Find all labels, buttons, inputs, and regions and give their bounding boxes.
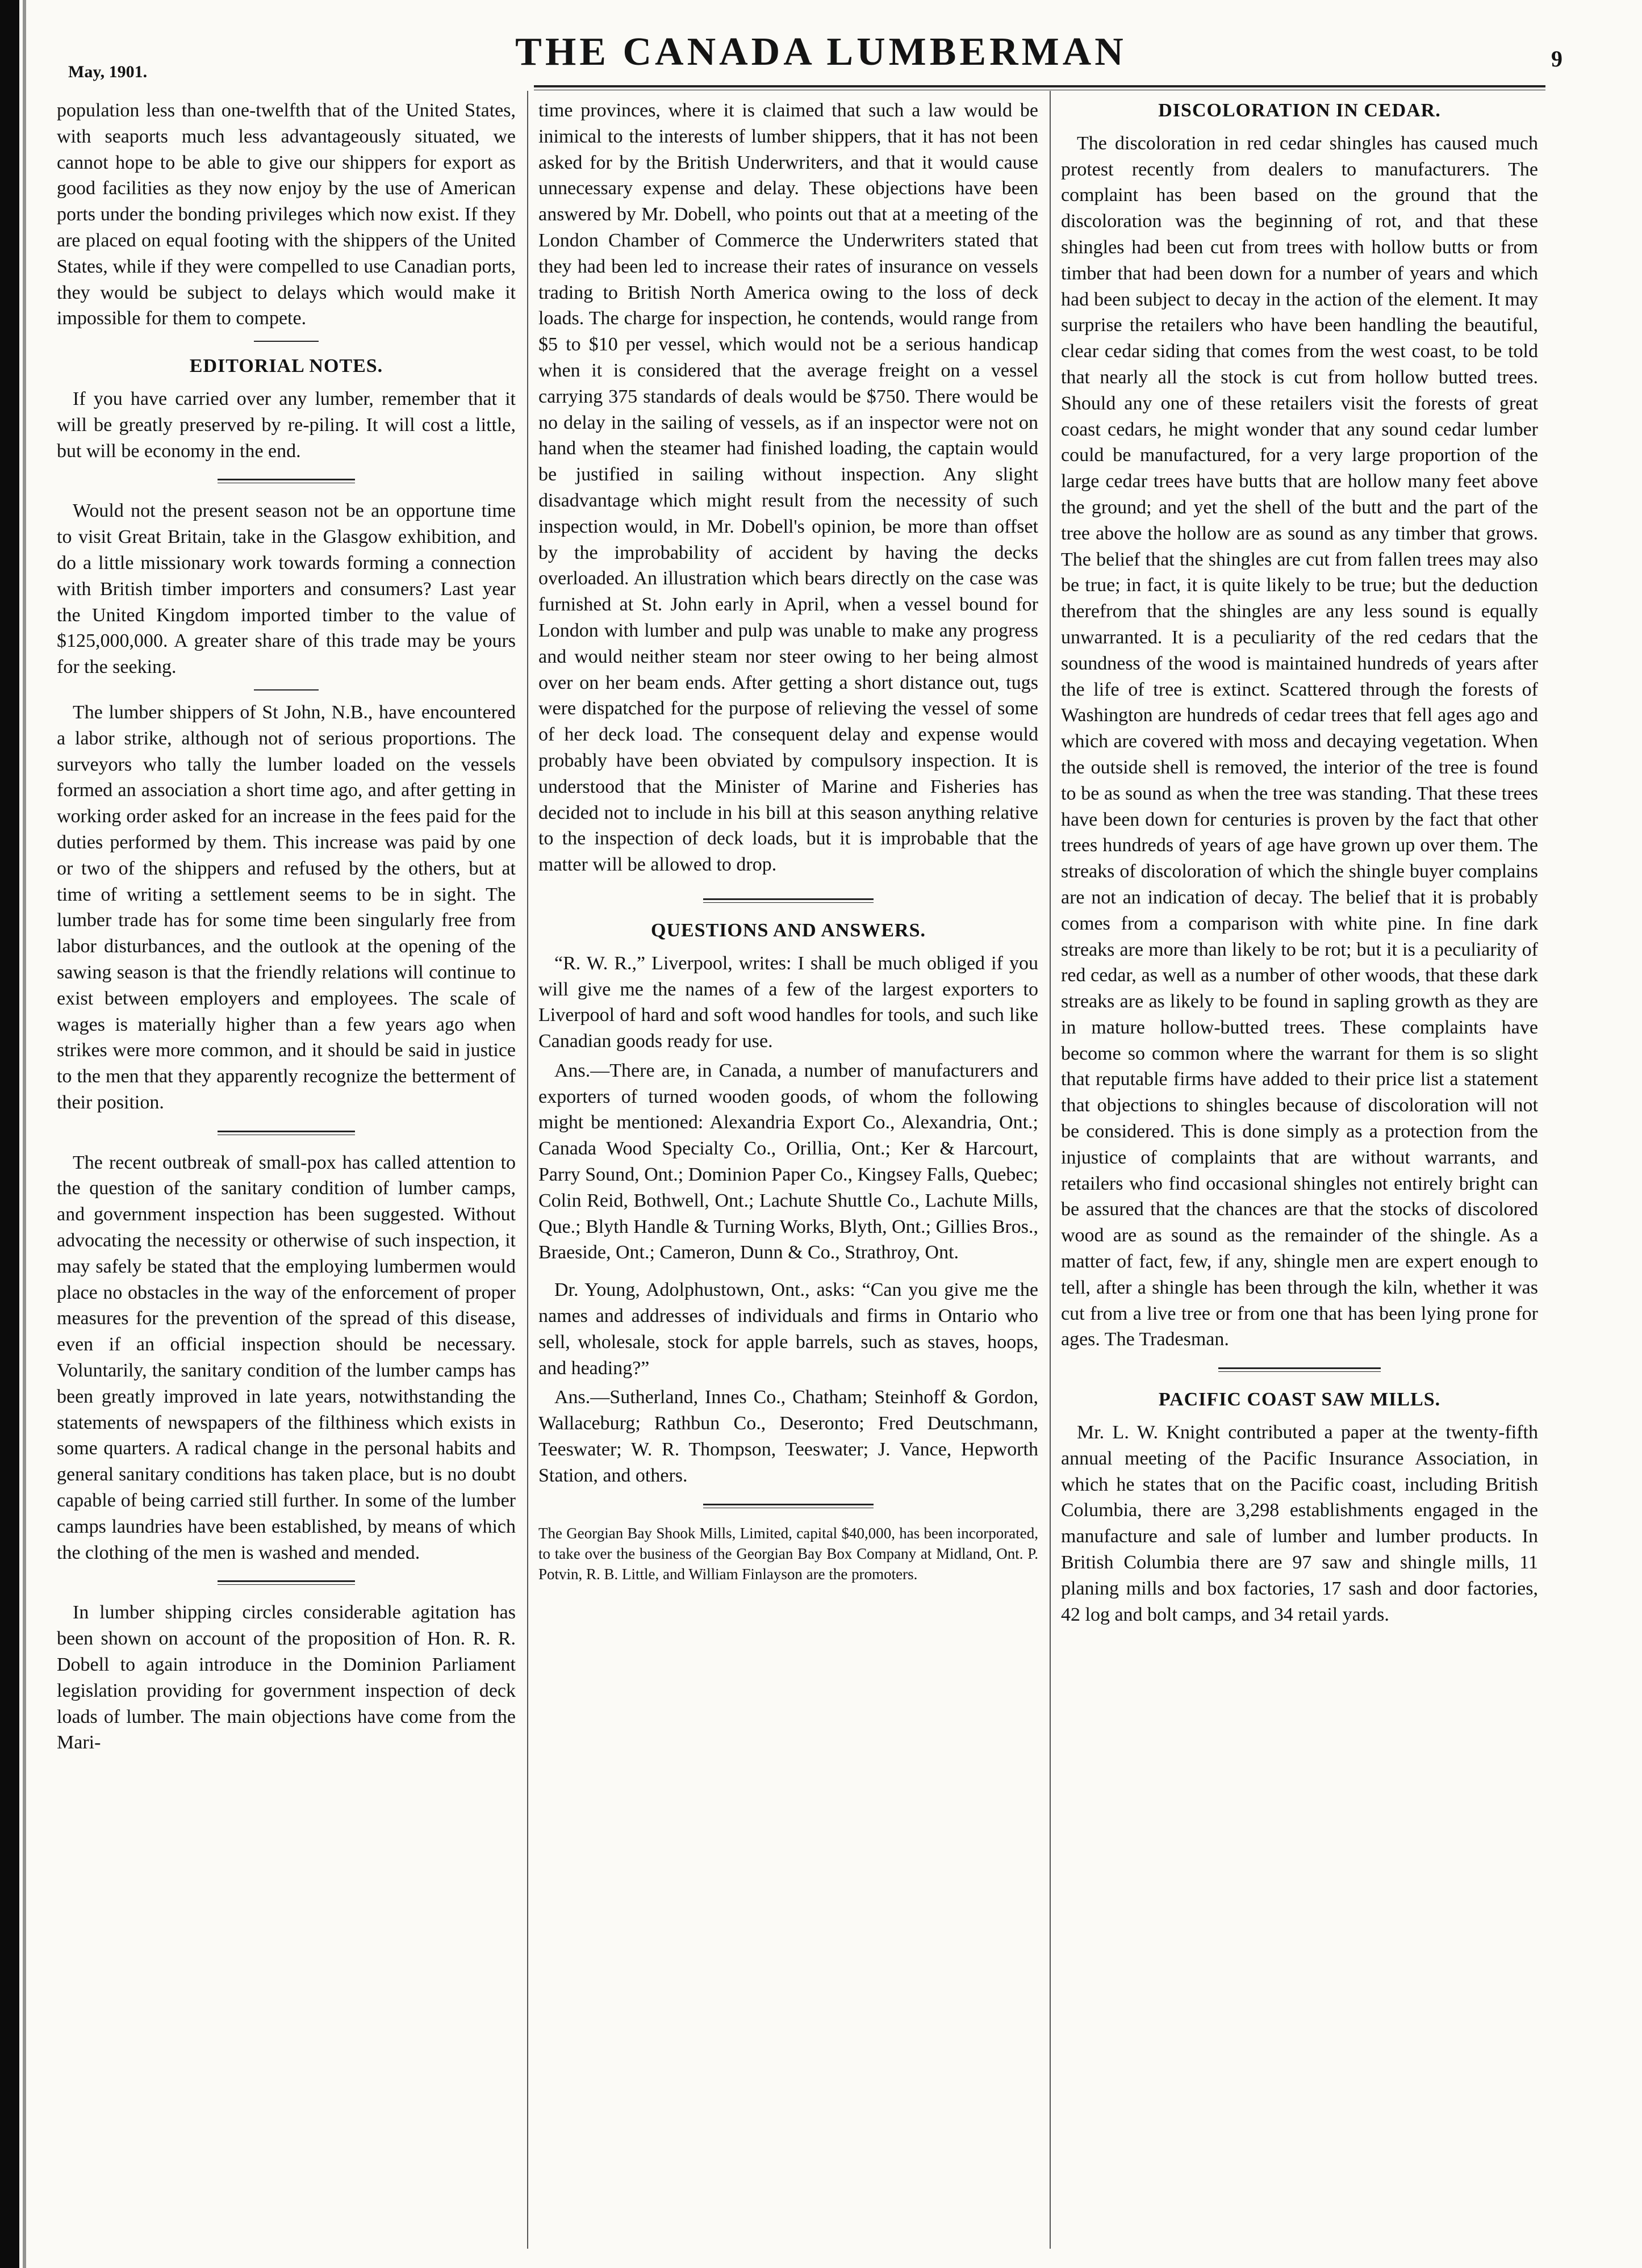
article-body: The discoloration in red cedar shingles has caused much protest recently from dealers to manufacturers. The complaint has been based on the ground that the discoloration was the beginning of rot, and that these shingles had been cut from trees with hollow butts or from timber that had been down for a number of years and which had been subject to decay in the action of the element. It may surprise the retailers who have been handling the beautiful, clear cedar siding that comes from the west coast, to be told that nearly all the stock is cut from hollow butted trees. Should any one of these retailers visit the forests of great coast cedars, he might wonder that any sound cedar lumber could be manufactured, for a very large proportion of the large cedar trees have butts that are hollow many feet above the ground; and yet the shell of the butt and the part of the tree above the hollow are as sound as any timber that grows. The belief that the shingles are cut from fallen trees may also be true; in fact, it is quite likely to be true; but the deduction therefrom that the shingles are any less sound is equally unwarranted. It is a peculiarity of the red cedars that the soundness of the wood is maintained hundreds of years after the life of tree is extinct. Scattered through the forests of Washington are hundreds of cedar trees that fell ages ago and which are covered with moss and decaying vegetation. When the outside shell is removed, the interior of the tree is found to be as sound as when the tree was standing. That these trees have been down for centuries is proven by the fact that other trees hundreds of years of age have grown up over them. The streaks of discoloration of which the shingle buyer complains are not an indication of decay. The belief that it is probably comes from a comparison with white pine. In fine dark streaks are more than likely to be rot; but it is a peculiarity of red cedar, as well as a number of other woods, that these dark streaks are as likely to be found in sapling growth as they are in mature hollow-butted trees. These complaints have become so common where the warrant for them is so slight that reputable firms have added to their price list a statement that objections to shingles because of discoloration will not be considered. This is done simply as a protection from the injustice of complaints that are without warrants, and retailers who find occasional shingles not entirely bright can be assured that the chances are that the stocks of discolored wood are as sound as the remainder of the shingle. As a matter of fact, few, if any, shingle men are expert enough to tell, after a shingle has been through the kiln, whether it was cut from a live tree or from one that has been lying prone for ages. The Tradesman. bbox=[1061, 132, 1538, 1350]
editorial-note: The lumber shippers of St John, N.B., have encountered a labor strike, although not of serious proportions. The surveyors who tally the lumber loaded on the vessels formed an association a short time ago, and after getting in working order asked for an increase in the fees paid for the duties performed by them. This increase was paid by one or two of the shippers and refused by the others, but at time of writing a settlement seems to be in sight. The lumber trade has for some time been singularly free from labor disturbances, and the outlook at the opening of the sawing season is that the friendly relations will continue to exist between employers and employees. The scale of wages is materially higher than a few years ago when strikes were more common, and it should be said in justice to the men that they apparently recognize the betterment of their position. bbox=[57, 701, 516, 1113]
note-divider bbox=[218, 1580, 355, 1585]
issue-date: May, 1901. bbox=[68, 62, 148, 81]
scan-binding-shadow bbox=[23, 0, 26, 2268]
editorial-note: If you have carried over any lumber, remember that it will be greatly preserved by re-piling. It will cost a little, but will be economy in the end. bbox=[57, 388, 516, 462]
column-divider-1 bbox=[527, 91, 528, 2249]
header-rule bbox=[534, 85, 1545, 87]
note-divider bbox=[218, 479, 355, 483]
column-3 bbox=[1061, 98, 1538, 1631]
editorial-note: Would not the present season not be an opportune time to visit Great Britain, take in the Glasgow exhibition, and do a little missionary work towards forming a connection with British timber importers and consumers? Last year the United Kingdom imported timber to the value of $125,000,000. A greater share of this trade may be yours for the seeking. bbox=[57, 500, 516, 678]
scan-binding-edge bbox=[0, 0, 19, 2268]
note-divider bbox=[254, 689, 318, 691]
answer: Ans.—There are, in Canada, a number of manufacturers and exporters of turned wooden goods, of whom the following might be mentioned: Alexandria Export Co., Alexandria, Ont.; Canada Wood Specialty Co., Orillia, Ont.; Ker & Harcourt, Parry Sound, Ont.; Dominion Paper Co., Kingsey Falls, Quebec; Colin Reid, Bothwell, Ont.; Lachute Shuttle Co., Lachute Mills, Que.; Blyth Handle & Turning Works, Blyth, Ont.; Gillies Bros., Braeside, Ont.; Cameron, Dunn & Co., Strathroy, Ont. bbox=[538, 1060, 1038, 1263]
masthead-title: THE CANADA LUMBERMAN bbox=[515, 30, 1127, 74]
note-divider bbox=[218, 1131, 355, 1135]
editorial-note: In lumber shipping circles considerable agitation has been shown on account of the proposition of Hon. R. R. Dobell to again introduce in the Dominion Parliament legislation providing for government inspection of deck loads of lumber. The main objections have come from the Mari- bbox=[57, 1602, 516, 1754]
section-rule bbox=[1218, 1367, 1381, 1372]
article-continuation: population less than one-twelfth that of the United States, with seaports much less advantageously situated, we cannot hope to be able to give our shippers for export as good facilities as they now enjoy by the use of American ports under the bonding privileges which now exist. If they are placed on equal footing with the shippers of the United States, while if they were compelled to use Canadian ports, they would be subject to delays which would make it impossible for them to compete. bbox=[57, 100, 516, 329]
article-continuation: time provinces, where it is claimed that such a law would be inimical to the interests of lumber shippers, that it has not been asked for by the British Underwriters, and that it would cause unnecessary expense and delay. These objections have been answered by Mr. Dobell, who points out that at a meeting of the London Chamber of Commerce the Underwriters stated that they had been led to increase their rates of insurance on vessels trading to British North America owing to the loss of deck loads. The charge for inspection, he contends, would range from $5 to $10 per vessel, which would not be a serious handicap when it is considered that the average freight on a vessel carrying 375 standards of deals would be $750. There would be no delay in the sailing of vessels, as if an inspector were not on hand when the steamer had finished loading, the captain would be justified in sailing without inspection. Any slight disadvantage which might result from the necessity of such inspection would, in Mr. Dobell's opinion, be more than offset by the improbability of accident by having the decks overloaded. An illustration which bears directly on the case was furnished at St. John early in April, when a vessel bound for London with lumber and pulp was unable to make any progress and would neither steam nor steer owing to her being almost over on her beam ends. After getting a short distance out, tugs were dispatched for the purpose of relieving the vessel of some of her deck load. The consequent delay and expense would probably have been obviated by compulsory inspection. It is understood that the Minister of Marine and Fisheries has decided not to include in his bill at this season anything relative to the inspection of deck loads, but it is improbable that the matter will be allowed to drop. bbox=[538, 100, 1038, 876]
section-rule bbox=[703, 1504, 873, 1508]
section-rule bbox=[254, 341, 318, 342]
questions-answers-heading: QUESTIONS AND ANSWERS. bbox=[651, 919, 926, 941]
column-2 bbox=[538, 98, 1038, 1588]
pacific-saw-mills-heading: PACIFIC COAST SAW MILLS. bbox=[1158, 1389, 1441, 1411]
question: Dr. Young, Adolphustown, Ont., asks: “Can you give me the names and addresses of individuals and firms in Ontario who sell, wholesale, stock for apple barrels, such as staves, hoops, and heading?” bbox=[538, 1279, 1038, 1379]
section-rule bbox=[703, 898, 873, 903]
column-divider-2 bbox=[1050, 91, 1051, 2249]
editorial-note: The recent outbreak of small-pox has called attention to the question of the sanitary condition of lumber camps, and government inspection has been suggested. Without advocating the necessity or otherwise of such inspection, it may safely be stated that the employing lumbermen would place no obstacles in the way of the enforcement of proper measures for the prevention of the spread of this disease, even if an official inspection should be necessary. Voluntarily, the sanitary condition of the lumber camps has been greatly improved in late years, notwithstanding the statements of newspapers of the filthiness which exists in some quarters. A radical change in the personal habits and general sanitary conditions has taken place, but is no doubt capable of being carried still further. In some of the lumber camps laundries have been established, by means of which the clothing of the men is washed and mended. bbox=[57, 1152, 516, 1563]
question: “R. W. R.,” Liverpool, writes: I shall be much obliged if you will give me the names of a few of the largest exporters to Liverpool of hard and soft wood handles for tools, and such like Canadian goods ready for use. bbox=[538, 952, 1038, 1052]
editorial-notes-heading: EDITORIAL NOTES. bbox=[189, 355, 383, 377]
article-body: Mr. L. W. Knight contributed a paper at the twenty-fifth annual meeting of the Pacific Insurance Association, in which he states that on the Pacific coast, including British Columbia, there are 3,298 establishments engaged in the manufacture and sale of lumber and lumber products. In British Columbia there are 97 saw and shingle mills, 11 planing mills and box factories, 17 sash and door factories, 42 log and bolt camps, and 34 retail yards. bbox=[1061, 1422, 1538, 1625]
answer: Ans.—Sutherland, Innes Co., Chatham; Steinhoff & Gordon, Wallaceburg; Rathbun Co., Deseronto; Fred Deutschmann, Teeswater; W. R. Thompson, Teeswater; J. Vance, Hepworth Station, and others. bbox=[538, 1387, 1038, 1486]
discoloration-heading: DISCOLORATION IN CEDAR. bbox=[1158, 100, 1441, 121]
column-1 bbox=[57, 98, 516, 1759]
page-number: 9 bbox=[1551, 46, 1562, 72]
company-notice: The Georgian Bay Shook Mills, Limited, capital $40,000, has been incorporated, to take over the business of the Georgian Bay Box Company at Midland, Ont. P. Potvin, R. B. Little, and William Finlayson are the promoters. bbox=[538, 1524, 1038, 1583]
